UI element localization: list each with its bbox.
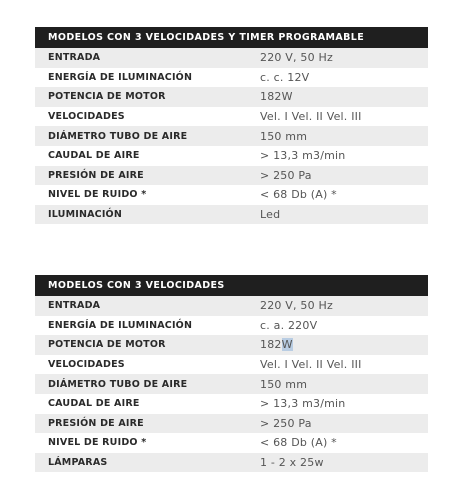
row-label: NIVEL DE RUIDO * [48,437,147,449]
row-label: VELOCIDADES [48,111,125,123]
row-value[interactable] [247,338,428,351]
row-label: PRESIÓN DE AIRE [48,169,144,181]
row-value: Vel. I Vel. II Vel. III [260,358,362,372]
spec-table-timer-models [35,27,428,224]
table-row [35,146,428,166]
row-label: LÁMPARAS [48,457,108,469]
row-label: ENERGÍA DE ILUMINACIÓN [48,71,193,83]
row-label: ENERGÍA DE ILUMINACIÓN [48,319,193,331]
row-label: ENTRADA [48,300,101,312]
row-value: Vel. I Vel. II Vel. III [260,110,362,124]
row-value: < 68 Db (A) * [260,436,337,450]
row-label: CAUDAL DE AIRE [48,398,140,410]
row-value: 220 V, 50 Hz [260,299,333,313]
table-row [35,374,428,394]
row-label: DIÁMETRO TUBO DE AIRE [48,378,188,390]
row-value: Led [260,208,281,222]
table-row [35,414,428,434]
row-value: > 250 Pa [260,168,312,182]
spec-table-three-speed-models [35,275,428,472]
table-title: MODELOS CON 3 VELOCIDADES [35,275,428,296]
row-value: 1 - 2 x 25w [260,456,324,470]
table-row [35,296,428,316]
table-row [35,355,428,375]
row-value: > 13,3 m3/min [260,149,346,163]
table-row [35,335,428,355]
row-value: 220 V, 50 Hz [260,51,333,65]
table-row [35,48,428,68]
row-label: PRESIÓN DE AIRE [48,417,144,429]
row-label: CAUDAL DE AIRE [48,150,140,162]
row-label: NIVEL DE RUIDO * [48,189,147,201]
row-value: c. c. 12V [260,70,310,84]
value-text: 182 [260,338,282,352]
row-label: POTENCIA DE MOTOR [48,339,166,351]
table-row [35,126,428,146]
selected-text[interactable]: W [281,338,293,352]
table-row [35,166,428,186]
row-label: VELOCIDADES [48,359,125,371]
row-label: ILUMINACIÓN [48,209,122,221]
table-row [35,107,428,127]
table-row [35,316,428,336]
table-row [35,185,428,205]
row-value: 150 mm [260,129,308,143]
row-value: 150 mm [260,377,308,391]
table-row [35,205,428,225]
row-value: > 250 Pa [260,416,312,430]
table-row [35,394,428,414]
row-value: 182W [260,90,293,104]
row-value: < 68 Db (A) * [260,188,337,202]
row-value: c. a. 220V [260,318,318,332]
row-label: POTENCIA DE MOTOR [48,91,166,103]
table-row [35,68,428,88]
row-value: > 13,3 m3/min [260,397,346,411]
table-row [35,433,428,453]
table-row [35,453,428,473]
table-title: MODELOS CON 3 VELOCIDADES Y TIMER PROGRAMABLE [35,27,428,48]
table-row [35,87,428,107]
row-label: ENTRADA [48,52,101,64]
row-label: DIÁMETRO TUBO DE AIRE [48,130,188,142]
